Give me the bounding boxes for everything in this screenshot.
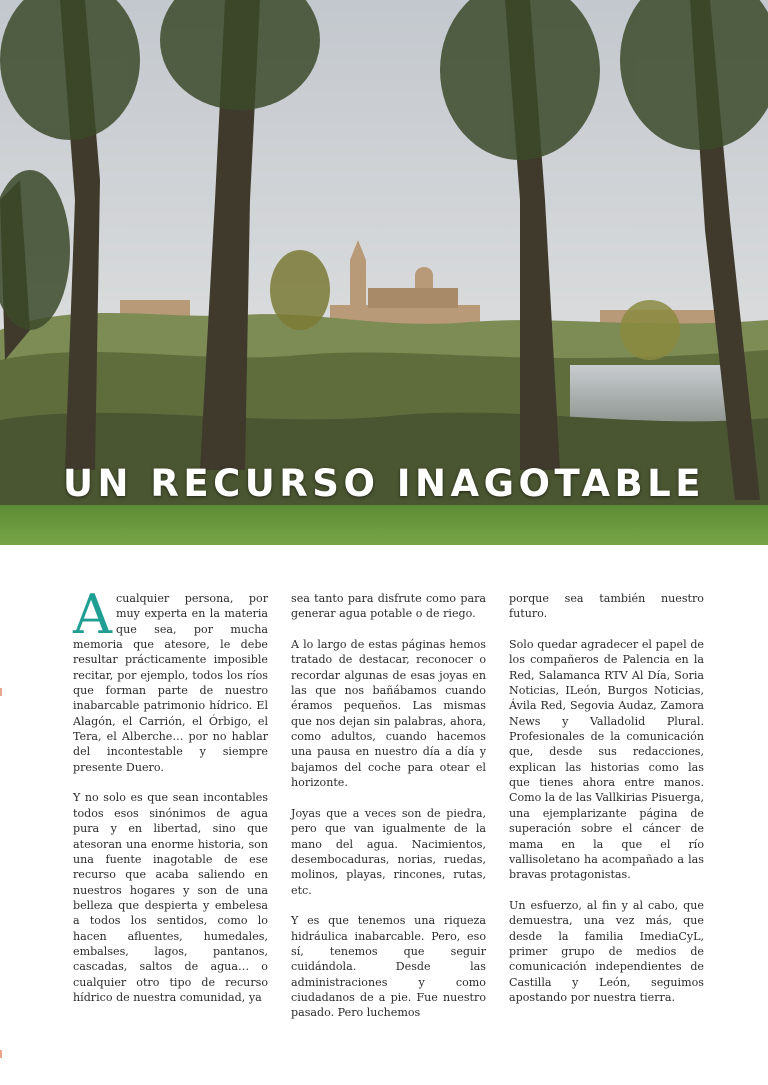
paragraph-text: cualquier persona, por muy experta en la materia que sea, por mucha memoria que atesore, le debe resultar prácticamente imposible recitar, por ejemplo, todos los ríos que forman parte de nuestro inabarcable patrimonio hídrico. El Alagón, el Carrión, el Órbigo, el Tera, el Alberche… por no hablar del incontestable y siempre presente Duero. — [73, 592, 268, 774]
paragraph: Y es que tenemos una riqueza hidráulica inabarcable. Pero, eso sí, tenemos que seguir cuidándola. Desde las administraciones y como ciudadanos de a pie. Fue nuestro pasado. Pero luchemos — [291, 914, 486, 1020]
article-column-2 — [291, 591, 486, 1036]
margin-mark — [0, 688, 2, 696]
paragraph: Un esfuerzo, al fin y al cabo, que demuestra, una vez más, que desde la familia ImediaCyL, primer grupo de medios de comunicación independientes de Castilla y León, seguimos apostando por nuestra tierra. — [509, 898, 704, 1004]
page-headline: UN RECURSO INAGOTABLE — [62, 462, 706, 505]
paragraph: sea tanto para disfrute como para generar agua potable o de riego. — [291, 592, 486, 621]
paragraph — [73, 583, 268, 775]
paragraph: Joyas que a veces son de piedra, pero que van igualmente de la mano del agua. Nacimientos, desembocaduras, norias, ruedas, molinos, playas, rincones, rutas, etc. — [291, 806, 486, 897]
paragraph: A lo largo de estas páginas hemos tratado de destacar, reconocer o recordar algunas de esas joyas en las que nos bañábamos cuando éramos pequeños. Las mismas que nos dejan sin palabras, ahora, como adultos, cuando hacemos una pausa en nuestro día a día y bajamos del coche para otear el horizonte. — [291, 638, 486, 790]
paragraph: porque sea también nuestro futuro. — [509, 592, 704, 621]
paragraph: Solo quedar agradecer el papel de los compañeros de Palencia en la Red, Salamanca RTV Al Día, Soria Noticias, ILeón, Burgos Noticias, Ávila Red, Segovia Audaz, Zamora News y Valladolid Plural. Profesionales de la comunicación que, desde sus redacciones, explican las historias como las que tienes ahora entre manos. Como la de las Vallkirias Pisuerga, una ejemplarizante página de superación sobre el cáncer de mama en la que el río vallisoletano ha acompañado a las bravas protagonistas. — [509, 638, 704, 882]
article-column-3 — [509, 591, 704, 1021]
article-body — [73, 583, 704, 1020]
paragraph: Y no solo es que sean incontables todos esos sinónimos de agua pura y en libertad, sino que atesoran una enorme historia, son una fuente inagotable de ese recurso que acaba saliendo en nuestros hogares y son de una belleza que despierta y embelesa a todos los sentidos, como lo hacen afluentes, humedales, embalses, lagos, pantanos, cascadas, saltos de agua… o cualquier otro tipo de recurso hídrico de nuestra comunidad, ya — [73, 791, 268, 1004]
margin-mark — [0, 1050, 2, 1058]
drop-cap: A — [73, 583, 112, 646]
article-column-1 — [73, 583, 268, 1021]
